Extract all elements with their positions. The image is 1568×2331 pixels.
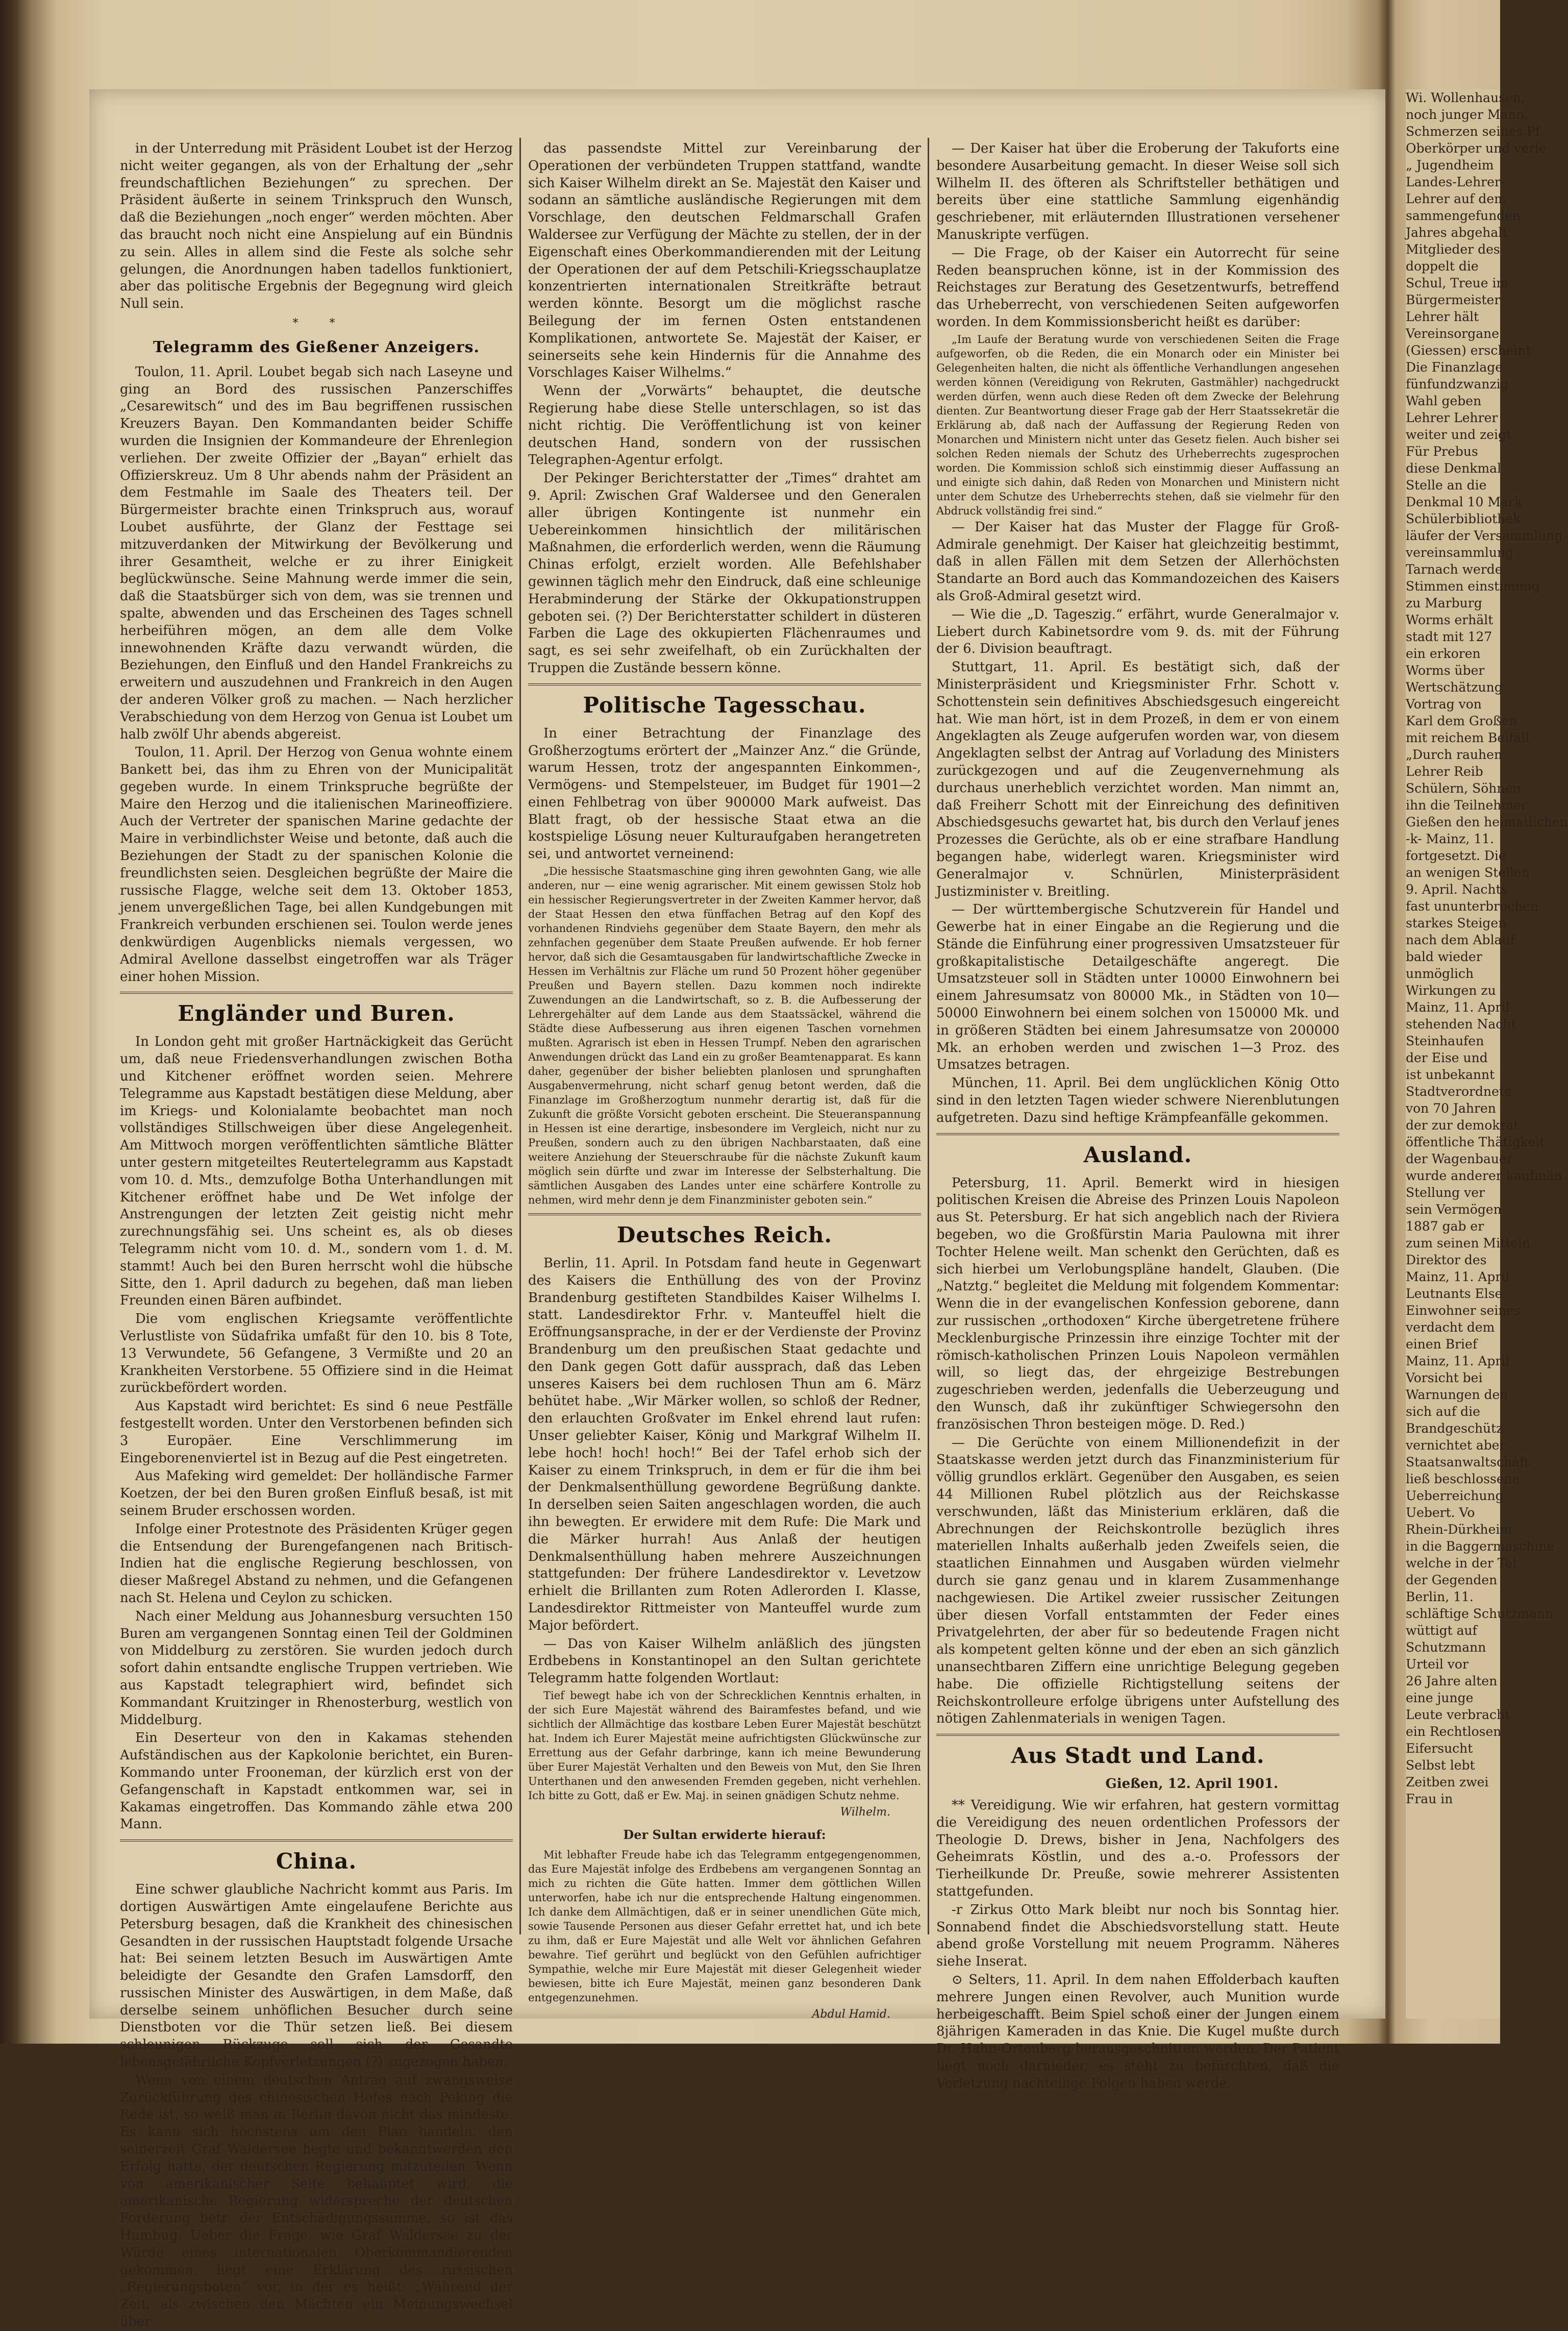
strip-line: Schülerbibliothek [1406,511,1521,526]
strip-line: Eifersucht [1406,1741,1473,1756]
article-quote: „Im Laufe der Beratung wurde von verschiedenen Seiten die Frage aufgeworfen, ob die Reden, die ein Monarch oder ein Minister bei Gelegenheiten halten, die nicht als öffentliche Verhandlungen angesehen werden können (Vereidigung von Rekruten, Gastmähler) nachgedruckt werden dürfen, wenn auch diese Reden oft dem Zwecke der Belehrung dienten. Zur Beantwortung dieser Frage gab der Herr Staatssekretär die Erklärung ab, daß nach der Auffassung der Regierung Reden von Monarchen und Ministern nicht unter das Gesetz fielen. Auch bisher sei solchen Reden niemals der Schutz des Urheberrechts zugesprochen worden. Die Kommission schloß sich einstimmig dieser Auffassung an und einigte sich dahin, daß Reden von Monarchen und Ministern nicht unter dem Schutze des Urheberrechts stehen, daß sie vielmehr für den Abdruck vollständig frei sind.“ [936,333,1339,517]
strip-line: 1887 gab er [1406,1219,1484,1234]
strip-line: Lehrer Lehrer [1406,410,1498,425]
article-text: das passendste Mittel zur Vereinbarung der Operationen der verbündeten Truppen stattfand, wandte sich Kaiser Wilhelm direkt an Se. Majestät den Kaiser und sodann an sämtliche ausländische Regierungen mit dem Vorschlage, den deutschen Feldmarschall Grafen Waldersee zur Verfügung der Mächte zu stellen, der in der Eigenschaft eines Oberkommandierenden mit der Leitung der Operationen der auf dem Petschili-Kriegsschauplatze konzentrierten internationalen Streitkräfte betraut werden könnte. Besorgt um die möglichst rasche Beilegung der im fernen Osten entstandenen Komplikationen, antwortete Se. Majestät der Kaiser, er seinerseits sehe kein Hindernis für die Annahme des Vorschlages Kaiser Wilhelms.“ [528,141,921,381]
strip-line: ein Rechtlosen [1406,1724,1502,1739]
strip-line: vernichtet aber [1406,1438,1506,1453]
signature: Abdul Hamid. [812,2007,890,2021]
strip-line: einen Brief [1406,1337,1478,1352]
article-text: — Die Gerüchte von einem Millionendefizit in der Staatskasse werden jetzt durch das Finanzministerium für völlig grundlos erklärt. Gegenüber den Ausgaben, es seien 44 Millionen Rubel plötzlich aus der Reichskasse verschwunden, läßt das Ministerium erklären, daß die Abrechnungen der Reichskontrolle bezüglich ihres materiellen Inhalts außerhalb jeden Zweifels seien, die staatlichen Einnahmen und Ausgaben würden vielmehr durch sie ganz genau und in klarem Zusammenhange nachgewiesen. Die Artikel zweier russischer Zeitungen über diesen Vorfall entstammten der Feder eines Privatgelehrten, der aber für so bedeutende Fragen nicht als kompetent gelten könne und der eben an sich gänzlich unansechtbaren Ziffern eine unrichtige Belegung gegeben habe. Die offizielle Richtigstellung seitens der Reichskontrolleure erfolge übrigens unter Aufstellung des nötigen Zahlenmaterials in wenigen Tagen. [936,1435,1339,1727]
strip-line: ein erkoren [1406,646,1481,661]
strip-line: Schutzmann [1406,1640,1486,1655]
strip-line: ließ beschlossene [1406,1471,1520,1486]
strip-line: sich auf die [1406,1404,1480,1419]
strip-line: fast ununterbrochen [1406,899,1539,914]
strip-line: diese Denkmal [1406,461,1502,476]
strip-line: 26 Jahre alten [1406,1674,1498,1688]
article-text: In London geht mit großer Hartnäckigkeit das Gerücht um, daß neue Friedensverhandlungen zwischen Botha und Kitchener eröffnet worden seien. Mehrere Telegramme aus Kapstadt bestätigen diese Meldung, aber im Kriegs- und Kolonialamte beobachtet man noch vollständiges Stillschweigen über diese Angelegenheit. Am Mittwoch morgen veröffentlichten sämtliche Blätter unter gestern mitgeteiltes Reutertelegramm aus Kapstadt vom 10. d. Mts., demzufolge Botha Unterhandlungen mit Kitchener eröffnet habe und De Wet infolge der Anstrengungen der letzten Zeit geistig nicht mehr zurechnungsfähig sei. Uns scheint es, als ob dieses Telegramm nicht vom 10. d. M., sondern vom 1. d. M. stammt! Auch bei den Buren herrscht wohl die hübsche Sitte, den 1. April dadurch zu begehen, daß man lieben Freunden einen Bären aufbindet. [120,1034,513,1309]
section-heading-deutsches-reich: Deutsches Reich. [616,1222,833,1248]
strip-line: ist unbekannt [1406,1067,1495,1082]
strip-line: Vorsicht bei [1406,1370,1483,1385]
strip-line: Mainz, 11. April [1406,1000,1510,1015]
strip-line: Lehrer hält [1406,309,1479,324]
strip-line: in die Baggermaschine [1406,1539,1555,1554]
strip-line: weiter und zeigt [1406,427,1512,442]
section-heading-politische-tagesschau: Politische Tagesschau. [583,692,866,718]
strip-line: Frau in [1406,1792,1453,1806]
strip-line: Worms über [1406,663,1485,678]
strip-line: (Giessen) erscheint [1406,343,1531,358]
strip-line: eine junge [1406,1690,1474,1705]
article-quote: „Die hessische Staatsmaschine ging ihren gewohnten Gang, wie alle anderen, nur — eine wenig agrarischer. Mit einem gewissen Stolz hob ein hessischer Regierungsvertreter in der Zweiten Kammer hervor, daß der Staat Hessen den etwa fünffachen Betrag auf den Kopf des vorhandenen Rindviehs gegenüber dem Staate Bayern, den mehr als zehnfachen gegenüber dem Staate Preußen aufwende. Er hob ferner hervor, daß sich die Gesamtausgaben für landwirtschaftliche Zwecke in Hessen im Verhältnis zur Fläche um rund 50 Prozent höher gegenüber Preußen und Bayern stellen. Dazu kommen noch indirekte Zuwendungen an die Landwirtschaft, so z. B. die Aufbesserung der Lehrergehälter auf dem Lande aus dem Staatssäckel, während die Städte diese Aufbesserung aus ihren eigenen Taschen vornehmen mußten. Agrarisch ist eben in Hessen Trumpf. Neben den agrarischen Anwendungen drückt das Land ein zu großer Beamtenapparat. Es kann daher, gegenüber der bisher beliebten planlosen und sprunghaften Ausgabenvermehrung, nicht scharf genug betont werden, daß die Finanzlage im Großherzogtum nunmehr derartig ist, daß für die Zukunft die größte Vorsicht geboten erscheint. Die Steueranspannung in Hessen ist eine derartige, insbesondere im Vergleich, nicht nur zu Preußen, sondern auch zu den übrigen Nachbarstaaten, daß eine weitere Anziehung der Steuerschraube für die nächste Zukunft kaum möglich sein dürfte und zwar im Interesse der Selbsterhaltung. Die sämtlichen Ausgaben des Landes unter eine schärfere Kontrolle zu nehmen, wird mehr denn je dem Finanzminister geboten sein.“ [528,865,921,1207]
strip-line: öffentliche Thätigkeit [1406,1135,1545,1149]
article-text: Stuttgart, 11. April. Es bestätigt sich, daß der Ministerpräsident und Kriegsminister Frhr. Schott v. Schottenstein sein definitives Abschiedsgesuch eingereicht hat. Wie man hört, ist in dem Prozeß, in dem er von einem Angeklagten als Zeuge aufgerufen worden war, von diesem Angeklagten selbst der Antrag auf Vorladung des Ministers zurückgezogen und auf die Zeugenvernehmung als durchaus unerheblich verzichtet worden. Man nimmt an, daß Freiherr Schott mit der Einreichung des definitiven Abschiedsgesuchs gewartet hat, bis durch den Verlauf jenes Prozesses die Gerüchte, als ob er eine strafbare Handlung begangen habe, widerlegt waren. Kriegsminister wird Generalmajor v. Schnürlen, Ministerpräsident Justizminister v. Breitling. [936,659,1339,899]
strip-line: Einwohner seines [1406,1303,1521,1318]
strip-line: Staatsanwaltschaft [1406,1455,1530,1469]
strip-line: stehenden Nacht [1406,1017,1516,1032]
strip-line: Tarnach werde [1406,562,1503,577]
column-rule [928,138,929,1934]
strip-line: Ueberreichung [1406,1488,1504,1503]
section-heading-englaender-buren: Engländer und Buren. [178,1001,455,1026]
article-text: Wenn der „Vorwärts“ behauptet, die deutsche Regierung habe diese Stelle unterschlagen, so ist das nicht richtig. Die Veröffentlichung ist von keiner deutschen Hand, sondern von der russischen Telegraphen-Agentur erfolgt. [528,383,921,468]
strip-line: Direktor des [1406,1253,1487,1267]
strip-line: Stimmen einstimmig [1406,579,1540,594]
strip-line: vereinsammlung [1406,545,1514,560]
divider [120,1839,513,1842]
article-text: ** Vereidigung. Wie wir erfahren, hat gestern vormittag die Vereidigung des neuen ordentlichen Professors der Theologie D. Drews, bisher in Jena, Nachfolgers des Geheimrats Köstlin, und des a.-o. Professors der Tierheilkunde Dr. Preuße, sowie mehrerer Assistenten stattgefunden. [936,1797,1339,1899]
column-2 [528,140,921,2019]
strip-line: Mitglieder des [1406,242,1500,257]
strip-line: Leutnants Else [1406,1286,1503,1301]
strip-line: Lehrer Reib [1406,764,1483,779]
strip-line: Bürgermeister [1406,292,1501,307]
strip-line: Urteil vor [1406,1657,1469,1672]
strip-line: der zur demokrat [1406,1118,1519,1133]
strip-line: Stellung ver [1406,1185,1485,1200]
article-text: ⊙ Selters, 11. April. In dem nahen Effolderbach kauften mehrere Jungen einen Revolver, auch Munition wurde herbeigeschafft. Beim Spiel schoß einer der Jungen einem 8jährigen Kameraden in das Knie. Die Kugel mußte durch Dr. Hahn-Ortenberg herausgeschnitten werden. Der Patient liegt noch darnieder, es steht zu befürchten, daß die Verletzung nachteilige Folgen haben werde. [936,1972,1339,2091]
article-text: Aus Kapstadt wird berichtet: Es sind 6 neue Pestfälle festgestellt worden. Unter den Verstorbenen befinden sich 3 Europäer. Eine Verschlimmerung im Eingeborenenviertel ist in Bezug auf die Pest eingetreten. [120,1398,513,1466]
strip-line: Landes-Lehrer- [1406,175,1505,189]
article-text: — Das von Kaiser Wilhelm anläßlich des jüngsten Erdbebens in Konstantinopel an den Sultan gerichtete Telegramm hatte folgenden Wortlaut: [528,1636,921,1686]
article-text: — Der Kaiser hat das Muster der Flagge für Groß-Admirale genehmigt. Der Kaiser hat gleichzeitig bestimmt, daß in allen Fällen mit dem Setzen der Allerhöchsten Standarte an Bord auch das Kommandozeichen des Kaisers als Groß-Admiral gesetzt wird. [936,519,1339,604]
strip-line: ihn die Teilnehmer [1406,798,1527,813]
strip-line: Gießen den heimatlichen [1406,815,1568,829]
divider [528,683,921,685]
strip-line: zu Marburg [1406,596,1482,610]
strip-line: der Wagenbauer [1406,1151,1513,1166]
article-text: Nach einer Meldung aus Johannesburg versuchten 150 Buren am vergangenen Sonntag einen Teil der Goldminen von Middelburg zu zerstören. Sie wurden jedoch durch sofort dahin entsandte englische Truppen vertrieben. Wie aus Kapstadt telegraphiert wird, befindet sich Kommandant Kruitzinger in Rhenosterburg, westlich von Middelburg. [120,1608,513,1728]
strip-line: der Gegenden [1406,1573,1498,1587]
strip-line: Worms erhält [1406,612,1494,627]
strip-line: Mainz, 11. April [1406,1354,1510,1368]
article-text: München, 11. April. Bei dem unglücklichen König Otto sind in den letzten Tagen wieder schwere Nierenblutungen aufgetreten. Dazu sind heftige Krämpfeanfälle gekommen. [936,1075,1339,1125]
strip-line: schläftige Schutzmann [1406,1606,1554,1621]
strip-line: nach dem Ablauf [1406,933,1515,947]
strip-line: mit reichem Beifall [1406,730,1530,745]
strip-line: Karl dem Großen [1406,714,1517,728]
strip-line: läufer der Versammlung [1406,528,1563,543]
strip-line: Uebert. Vo [1406,1505,1475,1520]
strip-line: starkes Steigen [1406,916,1507,930]
newspaper-page [89,89,1385,2330]
strip-line: stadt mit 127 [1406,629,1492,644]
separator-stars: * * [292,316,340,330]
strip-line: Schmerzen seines Pf [1406,124,1540,139]
divider [936,1133,1339,1135]
strip-line: welche in der Tat [1406,1556,1518,1571]
column-1 [120,140,513,2330]
article-text: — Wie die „D. Tageszig.“ erfährt, wurde Generalmajor v. Liebert durch Kabinetsordre vom 9. ds. mit der Führung der 6. Division beauftragt. [936,606,1339,657]
dateline: Gießen, 12. April 1901. [1105,1776,1278,1792]
article-text: — Die Frage, ob der Kaiser ein Autorrecht für seine Reden beanspruchen könne, ist in der Kommission des Reichstages zur Beratung des Gesetzentwurfs, betreffend das Urheberrecht, von verschiedenen Seiten aufgeworfen worden. In dem Kommissionsbericht heißt es darüber: [936,245,1339,330]
strip-line: Vereinsorgane [1406,326,1500,341]
strip-line: 9. April. Nachts [1406,882,1508,897]
strip-line: Jahres abgehalt [1406,225,1508,240]
strip-line: Leute verbracht [1406,1707,1510,1722]
article-text: Berlin, 11. April. In Potsdam fand heute in Gegenwart des Kaisers die Enthüllung des von der Provinz Brandenburg gestifteten Standbildes Kaiser Wilhelms I. statt. Landesdirektor Frhr. v. Manteuffel hielt die Eröffnungsansprache, in der er der Verdienste der Provinz Brandenburg um den preußischen Staat gedachte und den Dank gegen Gott dafür aussprach, daß das Leben unseres Kaisers bei dem ruchlosen Thun am 6. März behütet habe. „Wir Märker wollen, so schloß der Redner, den erlauchten Großvater im Enkel ehrend laut rufen: Unser geliebter Kaiser, König und Markgraf Wilhelm II. lebe hoch! hoch! hoch!“ Bei der Tafel erhob sich der Kaiser zu einem Trinkspruch, in dem er für die ihm bei der Denkmalsenthüllung gewordene Begrüßung dankte. In derselben seien Saiten angeschlagen worden, die auch ihn bewegten. Er erwidere mit dem Rufe: Die Mark und die Märker hurrah! Aus Anlaß der heutigen Denkmalsenthüllung haben mehrere Auszeichnungen stattgefunden: Der frühere Landesdirektor v. Levetzow erhielt die Brillanten zum Roten Adlerorden I. Klasse, Landesdirektor Rittmeister von Manteuffel wurde zum Major befördert. [528,1256,921,1633]
article-text: Die vom englischen Kriegsamte veröffentlichte Verlustliste von Südafrika umfaßt für den 10. bis 8 Tote, 13 Verwundete, 56 Gefangene, 3 Vermißte und 20 an Krankheiten Verstorbene. 55 Offiziere sind in die Heimat zurückbefördert worden. [120,1311,513,1396]
strip-line: bald wieder [1406,949,1482,964]
strip-line: Berlin, 11. [1406,1589,1474,1604]
article-text: -r Zirkus Otto Mark bleibt nur noch bis Sonntag hier. Sonnabend findet die Abschiedsvorstellung statt. Heute abend große Vorstellung mit neuem Programm. Näheres siehe Inserat. [936,1902,1339,1970]
adjacent-page-strip [1406,89,1568,2019]
telegram-heading: Der Sultan erwiderte hierauf: [623,1827,826,1842]
section-heading-china: China. [276,1849,357,1874]
strip-line: wüttigt auf [1406,1623,1477,1638]
strip-line: fünfundzwanzig [1406,377,1509,391]
divider [528,1213,921,1215]
article-text: — Der Kaiser hat über die Eroberung der Takuforts eine besondere Ausarbeitung gemacht. In dieser Weise soll sich Wilhelm II. des öfteren als Schriftsteller bethätigen und bereits über eine stattliche Sammlung eigenhändig geschriebener, mit erläuternden Illustrationen versehener Manuskripte verfügen. [936,141,1339,242]
strip-line: „ Jugendheim [1406,158,1494,173]
strip-line: Vortrag von [1406,697,1482,711]
article-text: — Der württembergische Schutzverein für Handel und Gewerbe hat in einer Eingabe an die Regierung und die Stände die Einführung einer progressiven Umsatzsteuer für großkapitalistische Detailgeschäfte angeregt. Die Umsatzsteuer soll in Städten unter 10000 Einwohnern bei einem Jahresumsatz von 80000 Mk., in Städten von 10—50000 Einwohnern bei einem solchen von 150000 Mk. und in größeren Städten bei einem Jahresumsatze von 200000 Mk. an erhoben werden und zwischen 1—3 Proz. des Umsatzes betragen. [936,902,1339,1073]
strip-line: Schülern, Söhnen [1406,781,1521,796]
section-heading-aus-stadt-und-land: Aus Stadt und Land. [1011,1743,1265,1769]
article-text: Aus Mafeking wird gemeldet: Der holländische Farmer Koetzen, der bei den Buren großen Einfluß besaß, ist mit seinem Bruder erschossen worden. [120,1468,513,1518]
strip-line: doppelt die [1406,259,1479,274]
strip-line: unmöglich [1406,966,1474,981]
strip-line: wurde anderer kaufmän [1406,1168,1562,1183]
strip-line: fortgesetzt. Die [1406,848,1506,863]
strip-line: sammengefunden [1406,208,1521,223]
strip-line: sein Vermögen [1406,1202,1502,1217]
strip-line: an wenigen Stellen [1406,865,1530,880]
article-text: Toulon, 11. April. Der Herzog von Genua wohnte einem Bankett bei, das ihm zu Ehren von der Municipalität gegeben wurde. In einem Trinkspruche begrüßte der Maire den Herzog und die italienischen Marineoffiziere. Auch der Vertreter der spanischen Marine gedachte der Maire in verbindlichster Weise und betonte, daß auch die Beziehungen der Stadt zu der spanischen Kolonie die freundlichsten seien. Desgleichen begrüßte der Maire die russische Flagge, welche seit dem 13. Oktober 1853, jenem unvergeßlichen Tage, bei allen Kundgebungen mit Frankreich verbunden erschienen sei. Toulon werde jenes denkwürdigen Augenblicks niemals vergessen, wo Admiral Avellone dasselbst eingetroffen war als Träger einer hohen Mission. [120,745,513,985]
strip-line: Selbst lebt [1406,1758,1475,1773]
strip-line: Lehrer auf dem [1406,191,1506,206]
strip-line: Warnungen den [1406,1387,1508,1402]
article-text: Ein Deserteur von den in Kakamas stehenden Aufständischen aus der Kapkolonie berichtet, ein Buren-Kommando unter Frooneman, der kürzlich erst von der Gefangenschaft in Kapstadt entkommen war, sei in Kakamas eingetroffen. Das Kommando zähle etwa 200 Mann. [120,1730,513,1832]
strip-line: Steinhaufen [1406,1034,1484,1048]
article-text: Infolge einer Protestnote des Präsidenten Krüger gegen die Entsendung der Burengefangenen nach Britisch-Indien hat die englische Regierung beschlossen, von dieser Maßregel Abstand zu nehmen, und die Gefangenen nach St. Helena und Ceylon zu schicken. [120,1521,513,1606]
article-text: Toulon, 11. April. Loubet begab sich nach Laseyne und ging an Bord des russischen Panzerschiffes „Cesarewitsch“ und des im Bau begriffenen russischen Kreuzers Bayan. Den Kommandanten beider Schiffe wurden die Insignien der Kommandeure der Ehrenlegion verliehen. Der zweite Offizier der „Bayan“ erhielt das Offizierskreuz. Um 8 Uhr abends nahm der Präsident an dem Festmahle im Saale des Theaters teil. Der Bürgermeister brachte einen Trinkspruch aus, worauf Loubet ausführte, der Glanz der Festtage sei mitzuverdanken der Mitwirkung der Bevölkerung und ihrer Gesamtheit, welche er zu ihrer Einigkeit beglückwünsche. Seine Mahnung werde immer die sein, daß die Staatsbürger sich von dem, was sie trennen und spalte, abwenden und das Erscheinen des Tages schnell herbeiführen mögen, an dem alle dem Volke innewohnenden Kräfte dazu verwandt würden, die Beziehungen, den Einfluß und den Handel Frankreichs zu erweitern und auszudehnen und Frankreich in den Augen der anderen Völker groß zu machen. — Nach herzlicher Verabschiedung von dem Herzog von Genua ist Loubet um halb zwölf Uhr abends abgereist. [120,364,513,742]
strip-line: Oberkörper und verle [1406,141,1547,156]
strip-line: Wirkungen zu [1406,983,1496,998]
strip-line: „Durch rauhen [1406,747,1503,762]
article-text: Der Pekinger Berichterstatter der „Times“ drahtet am 9. April: Zwischen Graf Waldersee und den Generalen aller übrigen Kontingente ist nunmehr ein Uebereinkommen hinsichtlich der militärischen Maßnahmen, die erforderlich werden, wenn die Räumung Chinas erfolgt, erzielt worden. Alle Befehlshaber gewinnen täglich mehr den Eindruck, daß eine schleunige Herabminderung der Stärke der Okkupationstruppen geboten sei. (?) Der Berichterstatter schildert in düsteren Farben die Lage des okkupierten Flächenraumes und sagt, es sei sehr zweifelhaft, ob ein Zurückhalten der Truppen die Zustände bessern könne. [528,471,921,676]
strip-line: zum seinen Mitteln [1406,1236,1531,1250]
strip-line: Wahl geben [1406,394,1482,408]
divider [936,1734,1339,1736]
strip-line: Wi. Wollenhausen, [1406,90,1525,105]
section-heading-telegramm: Telegramm des Gießener Anzeigers. [153,338,480,356]
strip-line: Stelle an die [1406,478,1487,493]
telegram-text: Tief bewegt habe ich von der Schrecklichen Kenntnis erhalten, in der sich Eure Majestät während des Bairamfestes befand, und wie sichtlich der Allmächtige das kostbare Leben Eurer Majestät beschützt hat. Indem ich Eurer Majestät meine aufrichtigsten Glückwünsche zur Errettung aus der Gefahr darbringe, kann ich meine Bewunderung über Eurer Majestät Verhalten und den Beweis von Mut, den Sie Ihren Unterthanen und den anwesenden Fremden gegeben, nicht verhehlen. Ich bitte zu Gott, daß er Ew. Maj. in seinen gnädigen Schutz nehme. [528,1689,921,1802]
strip-line: Mainz, 11. April [1406,1269,1510,1284]
column-3 [936,140,1339,2091]
article-text: Eine schwer glaubliche Nachricht kommt aus Paris. Im dortigen Auswärtigen Amte eingelaufene Berichte aus Petersburg besagen, daß die Krankheit des chinesischen Gesandten in der russischen Hauptstadt folgende Ursache hat: Bei seinem letzten Besuch im Auswärtigen Amte beleidigte der Gesandte den Grafen Lamsdorff, den russischen Minister des Auswärtigen, in dem Maße, daß derselbe seinem unhöflichen Besucher durch seine Dienstboten vor die Thür setzen ließ. Bei diesem schleunigen Rückzuge soll sich der Gesandte lebensgefährliche Kopfverletzungen (?) zugezogen haben. [120,1882,513,2070]
article-text: Wenn von einem deutschen Antrag auf zwangsweise Zurückführung des chinesischen Hofes nach Peking die Rede ist, so weiß man in Berlin davon nicht das mindeste. Es kann sich höchstens um den Plan handeln, den seinerzeit Graf Waldersee hegte und bekanntwerden den Erfolg hatte, der deutschen Regierung mitzuteilen. Wenn von amerikanischer Seite behauptet wird, die amerikanische Regierung widerspreche der deutschen Forderung betr. der Entschädigungssumme, so ist das Humbug. Ueber die Frage, wie Graf Waldersee zu der Würde eines internationalen Oberkommandierenden gekommen, liegt eine Erklärung des russischen „Regierungsboten“ vor, in der es heißt: „Während der Zeit, als zwischen den Mächten ein Meinungswechsel über [120,2072,513,2330]
article-text: In einer Betrachtung der Finanzlage des Großherzogtums erörtert der „Mainzer Anz.“ die Gründe, warum Hessen, trotz der angespannten Einkommen-, Vermögens- und Stempelsteuer, im Budget für 1901—2 einen Fehlbetrag von über 900000 Mark aufweist. Das Blatt fragt, ob der hessische Staat etwa an die kostspielige Lösung neuer Kulturaufgaben herangetreten sei, und antwortet verneinend: [528,725,921,862]
strip-line: Denkmal 10 Mark [1406,495,1523,509]
section-heading-ausland: Ausland. [1083,1142,1192,1167]
strip-line: -k- Mainz, 11. [1406,831,1494,846]
strip-line: Die Finanzlage [1406,360,1503,375]
strip-line: verdacht dem [1406,1320,1495,1335]
strip-line: Brandgeschütz [1406,1421,1503,1436]
strip-line: der Eise und [1406,1050,1488,1065]
strip-line: Für Prebus [1406,444,1478,459]
signature: Wilhelm. [840,1806,890,1819]
divider [120,992,513,994]
strip-line: Zeitben zwei [1406,1775,1489,1789]
strip-line: Stadtverordnete [1406,1084,1512,1099]
article-text: in der Unterredung mit Präsident Loubet ist der Herzog nicht weiter gegangen, als von der Erhaltung der „sehr freundschaftlichen Beziehungen“ zu sprechen. Der Präsident äußerte in seinem Trinkspruch den Wunsch, daß die Beziehungen „noch enger“ werden möchten. Aber das braucht noch nicht eine Anspielung auf ein Bündnis zu sein. Alles in allem sind die Feste als solche sehr gelungen, die Anordnungen haben tadellos funktioniert, aber das politische Ergebnis der Begegnung wird gleich Null sein. [120,141,513,312]
strip-line: Schul, Treue im [1406,276,1509,290]
telegram-text: Mit lebhafter Freude habe ich das Telegramm entgegengenommen, das Eure Majestät infolge des Erdbebens am vergangenen Sonntag an mich zu richten die Güte hatten. Immer dem göttlichen Willen unterworfen, habe ich nur die entsprechende Haltung eingenommen. Ich danke dem Allmächtigen, daß er in seiner unendlichen Güte mich, sowie Tausende Personen aus dieser Gefahr errettet hat, und ich bete zu ihm, daß er Eure Majestät und alle Welt vor ähnlichen Gefahren bewahre. Tief gerührt und beglückt von den Gefühlen aufrichtiger Sympathie, welche mir Eure Majestät mit dieser Gelegenheit wieder bewiesen, bitte ich Eure Majestät, meinen ganz besonderen Dank entgegenzunehmen. [528,1848,921,2004]
strip-line: Wertschätzung [1406,680,1503,695]
strip-line: Rhein-Dürkheim [1406,1522,1512,1537]
strip-line: von 70 Jahren [1406,1101,1496,1116]
strip-line: noch junger Mann, [1406,107,1529,122]
article-text: Petersburg, 11. April. Bemerkt wird in hiesigen politischen Kreisen die Abreise des Prinzen Louis Napoleon aus St. Petersburg. Er hat sich angeblich nach der Riviera begeben, wo die Großfürstin Maria Paulowna mit ihrer Tochter Helene weilt. Man schenkt den Gerüchten, daß es sich hierbei um Verlobungspläne handelt, Glauben. (Die „Natztg.“ begleitet die Meldung mit folgendem Kommentar: Wenn die in der evangelischen Konfession geborene, dann zur russischen „orthodoxen“ Kirche übergetretene frühere Mecklenburgische Prinzessin ihre einzige Tochter mit der römisch-katholischen Prinzen Louis Napoleon vermählen will, so liegt das, der ehrgeizige Bestrebungen zugeschrieben werden, jedenfalls die Ueberzeugung und den Wunsch, daß ihr zukünftiger Schwiegersohn den französischen Thron besteigen möge. D. Red.) [936,1175,1339,1432]
column-rule [519,138,521,1934]
